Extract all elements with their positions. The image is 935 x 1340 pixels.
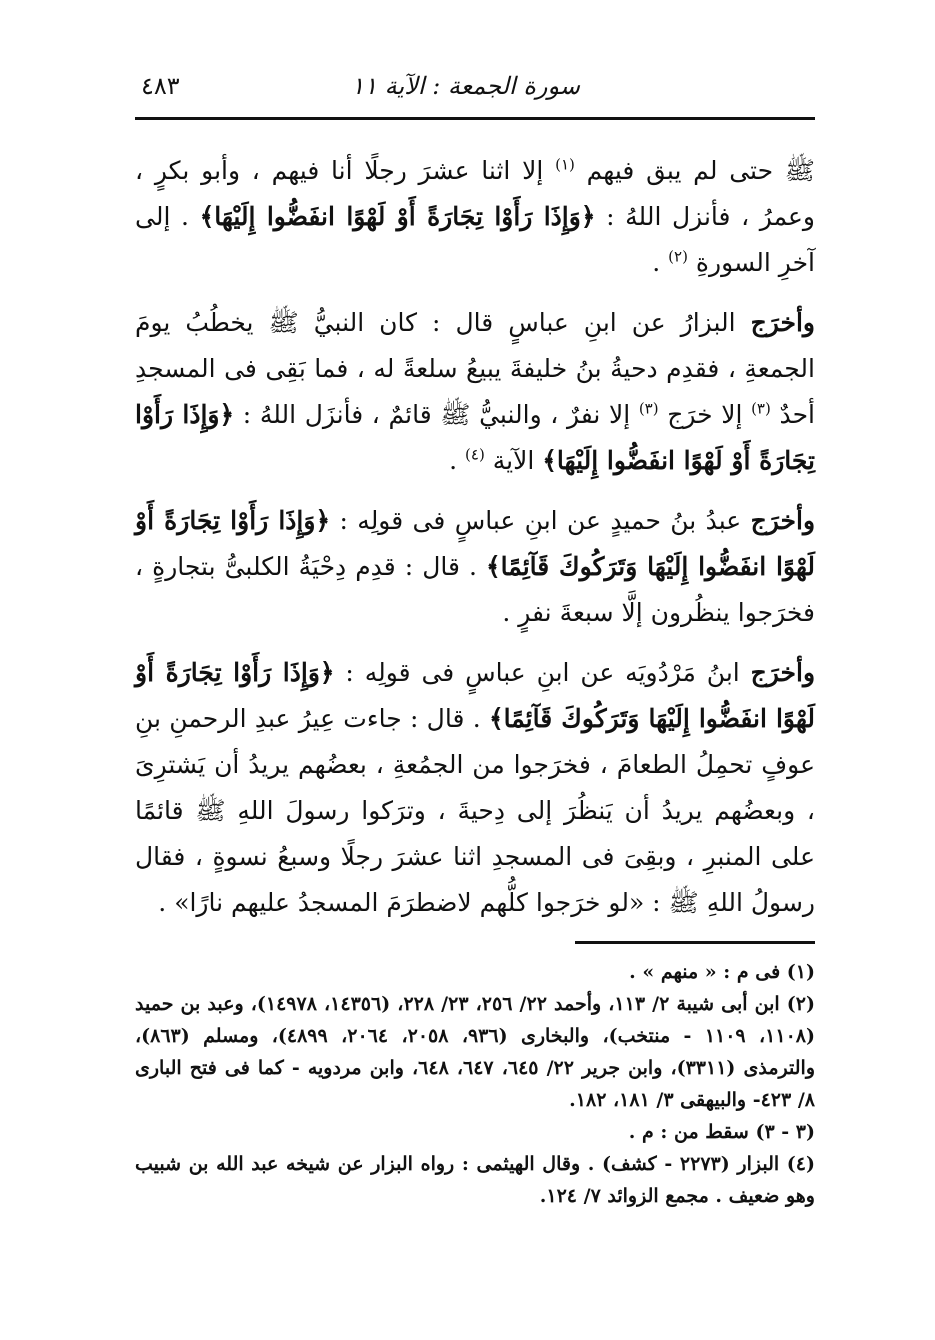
paragraph-2 xyxy=(135,300,815,484)
text: . قال : قدِم دِحْيَةُ الكلبىُّ بتجارةٍ ، فخرَجوا ينظُرون إلَّا سبعةَ نفرٍ . xyxy=(135,552,815,627)
footnote-2: (٢) ابن أبى شيبة ٢/ ١١٣، وأحمد ٢٢/ ٢٥٦، ٢٣/ ٢٢٨، (١٤٣٥٦، ١٤٩٧٨)، وعبد بن حميد (١١٠٨، ١١٠٩ - منتخب)، والبخارى (٩٣٦، ٢٠٥٨، ٢٠٦٤، ٤٨٩٩)، ومسلم (٨٦٣)، والترمذى (٣٣١١)، وابن جرير ٢٢/ ٦٤٥، ٦٤٧، ٦٤٨، وابن مردويه - كما فى فتح البارى ٨/ ٤٢٣- والبيهقى ٣/ ١٨١، ١٨٢. xyxy=(135,993,815,1111)
quran-verse: ﴿وَإِذَا رَأَوْا تِجَارَةً أَوْ لَهْوًا انفَضُّوا إِلَيْهَا﴾ xyxy=(135,400,815,475)
narration-verb: وأخرَج xyxy=(750,506,816,535)
text: عبدُ بنُ حميدٍ عن ابنِ عباسٍ فى قولِه : xyxy=(339,506,742,535)
text: إلا نفرٌ ، والنبيُّ ﷺ قائمٌ ، فأنزَل اللهُ : xyxy=(242,400,631,429)
header-rule xyxy=(135,117,815,120)
text: إلا خرَج xyxy=(667,400,743,429)
text: . xyxy=(652,248,661,277)
footnote-ref: (١) xyxy=(555,155,575,174)
footnote-3: (٣ - ٣) سقط من : م . xyxy=(628,1121,815,1143)
quran-verse: ﴿وَإِذَا رَأَوْا تِجَارَةً أَوْ لَهْوًا انفَضُّوا إِلَيْهَا وَتَرَكُوكَ قَآئِمًا﴾ xyxy=(135,506,815,581)
text: ابنُ مَرْدُويَه عن ابنِ عباسٍ فى قولِه : xyxy=(345,658,740,687)
text: . قال : جاءت عِيرُ عبدِ الرحمنِ بنِ عوفٍ تحمِلُ الطعامَ ، فخرَجوا من الجمُعةِ ، بعضُهم يريدُ أن يَشترِىَ ، وبعضُهم يريدُ أن يَنظُرَ إلى دِحيةَ ، وترَكوا رسولَ اللهِ ﷺ قائمًا على المنبرِ ، وبقِىَ فى المسجدِ اثنا عشرَ رجلًا وسبعُ نسوةٍ ، فقال رسولُ اللهِ ﷺ : «لو خرَجوا كلُّهم لاضطرَمَ المسجدُ عليهم نارًا» . xyxy=(135,704,815,917)
text: . xyxy=(449,446,458,475)
footnotes xyxy=(135,956,815,1212)
footnote-ref: (٣) xyxy=(751,399,771,418)
main-text xyxy=(135,148,815,940)
footnote-ref: (٣) xyxy=(638,399,659,418)
paragraph-4 xyxy=(135,650,815,926)
quran-verse: ﴿وَإِذَا رَأَوْا تِجَارَةً أَوْ لَهْوًا انفَضُّوا إِلَيْهَا وَتَرَكُوكَ قَآئِمًا﴾ xyxy=(135,658,815,733)
footnote-ref: (٤) xyxy=(465,445,485,464)
narration-verb: وأخرَج xyxy=(750,308,815,337)
text: إلا اثنا عشرَ رجلًا أنا فيهم ، وأبو بكرٍ ، وعمرُ ، فأنزل اللهُ : xyxy=(135,156,816,231)
footnote-4: (٤) البزار (٢٢٧٣ - كشف) . وقال الهيثمى : رواه البزار عن شيخه عبد الله بن شبيب وهو ضعيف . مجمع الزوائد ٧/ ١٢٤. xyxy=(135,1153,815,1207)
footnote-1: (١) فى م : « منهم » . xyxy=(629,961,815,983)
quran-verse: ﴿وَإِذَا رَأَوْا تِجَارَةً أَوْ لَهْوًا انفَضُّوا إِلَيْهَا﴾ xyxy=(199,202,596,231)
text: الآية xyxy=(492,446,535,475)
text: ﷺ حتى لم يبق فيهم xyxy=(586,156,815,185)
paragraph-1 xyxy=(135,148,815,286)
page-number: ٤٨٣ xyxy=(141,72,180,100)
paragraph-3 xyxy=(135,498,815,636)
narration-verb: وأخرَج xyxy=(750,658,816,687)
surah-title: سورة الجمعة : الآية ١١ xyxy=(351,72,580,100)
text: . إلى آخرِ السورةِ xyxy=(135,202,815,277)
text: البزارُ عن ابنِ عباسٍ قال : كان النبيُّ ﷺ يخطُبُ يومَ الجمعةِ ، فقدِم دحيةُ بنُ خليفةَ يبيعُ سلعةً له ، فما بَقِى فى المسجدِ أحدٌ xyxy=(135,308,815,429)
running-header xyxy=(135,68,815,104)
footnote-ref: (٢) xyxy=(668,247,688,266)
footnote-rule xyxy=(575,941,815,944)
